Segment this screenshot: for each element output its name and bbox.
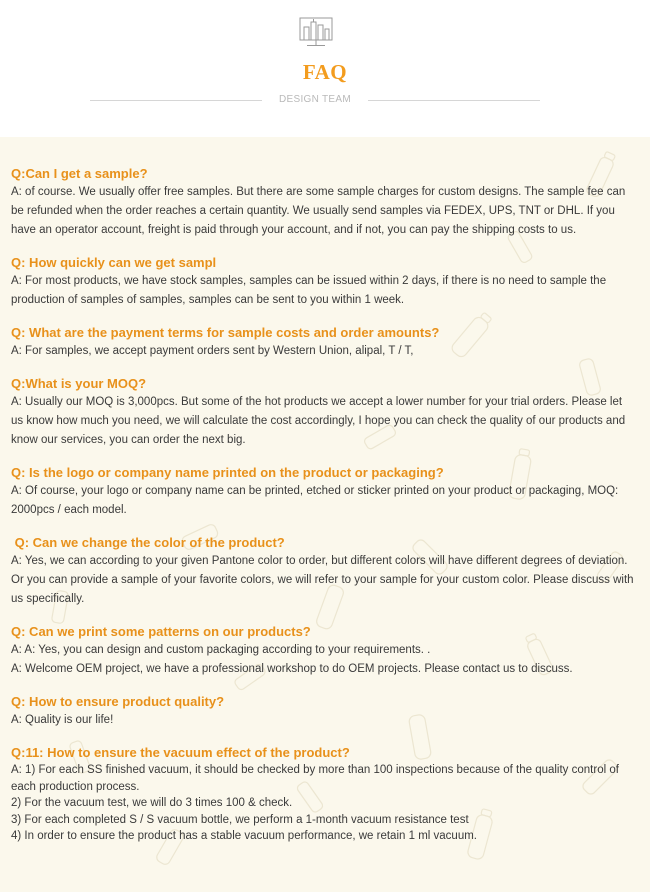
faq-question: Q: How to ensure product quality? — [11, 694, 225, 709]
faq-question: Q: Is the logo or company name printed on the product or packaging? — [11, 465, 444, 480]
subtitle-row — [90, 93, 540, 107]
faq-question: Q: What are the payment terms for sample costs and order amounts? — [11, 325, 440, 340]
faq-question: Q:11: How to ensure the vacuum effect of the product? — [11, 745, 350, 760]
faq-item — [11, 374, 636, 450]
faq-question: Q: Can we change the color of the product? — [11, 535, 285, 550]
faq-item — [11, 463, 636, 520]
faq-item — [11, 323, 636, 361]
faq-question: Q: Can we print some patterns on our products? — [11, 624, 311, 639]
faq-answer: 3) For each completed S / S vacuum bottle, we perform a 1-month vacuum resistance test — [11, 813, 469, 826]
faq-item — [11, 622, 636, 679]
faq-question: Q:Can I get a sample? — [11, 166, 148, 181]
faq-answer: A: For samples, we accept payment orders sent by Western Union, alipal, T / T, — [11, 345, 414, 357]
faq-answer: 2) For the vacuum test, we will do 3 times 100 & check. — [11, 797, 293, 809]
city-skyline-icon — [296, 14, 336, 48]
faq-section — [0, 137, 650, 892]
faq-answer: A: Yes, we can according to your given Pantone color to order, but different colors will have different degrees of deviation. Or you can provide a sample of your favorite colors, we will refer to your sample for your custom color. Please discuss with us specifically. — [11, 555, 634, 605]
faq-item — [11, 533, 636, 609]
faq-item — [11, 743, 636, 845]
faq-item — [11, 164, 636, 240]
faq-answer: A: Quality is our life! — [11, 714, 114, 726]
faq-question: Q:What is your MOQ? — [11, 376, 147, 391]
faq-answer: A: Usually our MOQ is 3,000pcs. But some of the hot products we accept a lower number for your trial orders. Please let us know how much you need, we will calculate the cost accordingly, I hope you can check the quality of our products and know our services, you can order the next big. — [11, 396, 626, 446]
faq-answer: A: A: Yes, you can design and custom packaging according to your requirements. . — [11, 644, 431, 656]
faq-answer: A: 1) For each SS finished vacuum, it should be checked by more than 100 inspections because of the quality control of each production process. — [11, 764, 619, 793]
faq-question: Q: How quickly can we get sampl — [11, 255, 217, 270]
faq-answer: A: Welcome OEM project, we have a professional workshop to do OEM projects. Please contact us to discuss. — [11, 663, 573, 675]
faq-item — [11, 692, 636, 730]
divider-right — [368, 100, 540, 101]
faq-answer: A: of course. We usually offer free samples. But there are some sample charges for custom designs. The sample fee can be refunded when the order reaches a certain quantity. We usually send samples via FEDEX, UPS, TNT or DHL. If you have an operator account, freight is paid through your account, and if not, you can pay the shipping costs to us. — [11, 186, 626, 236]
page-title: FAQ — [302, 60, 348, 84]
faq-answer: A: Of course, your logo or company name can be printed, etched or sticker printed on your product or packaging, MOQ: 2000pcs / each model. — [11, 485, 619, 516]
faq-answer: A: For most products, we have stock samples, samples can be issued within 2 days, if there is no need to sample the production of samples of samples, samples can be sent to you within 1 week. — [11, 275, 607, 306]
page-header — [0, 0, 650, 137]
faq-list — [0, 137, 650, 845]
faq-item — [11, 253, 636, 310]
faq-answer: 4) In order to ensure the product has a stable vacuum performance, we retain 1 ml vacuum. — [11, 830, 477, 842]
page-subtitle: DESIGN TEAM — [278, 94, 352, 105]
